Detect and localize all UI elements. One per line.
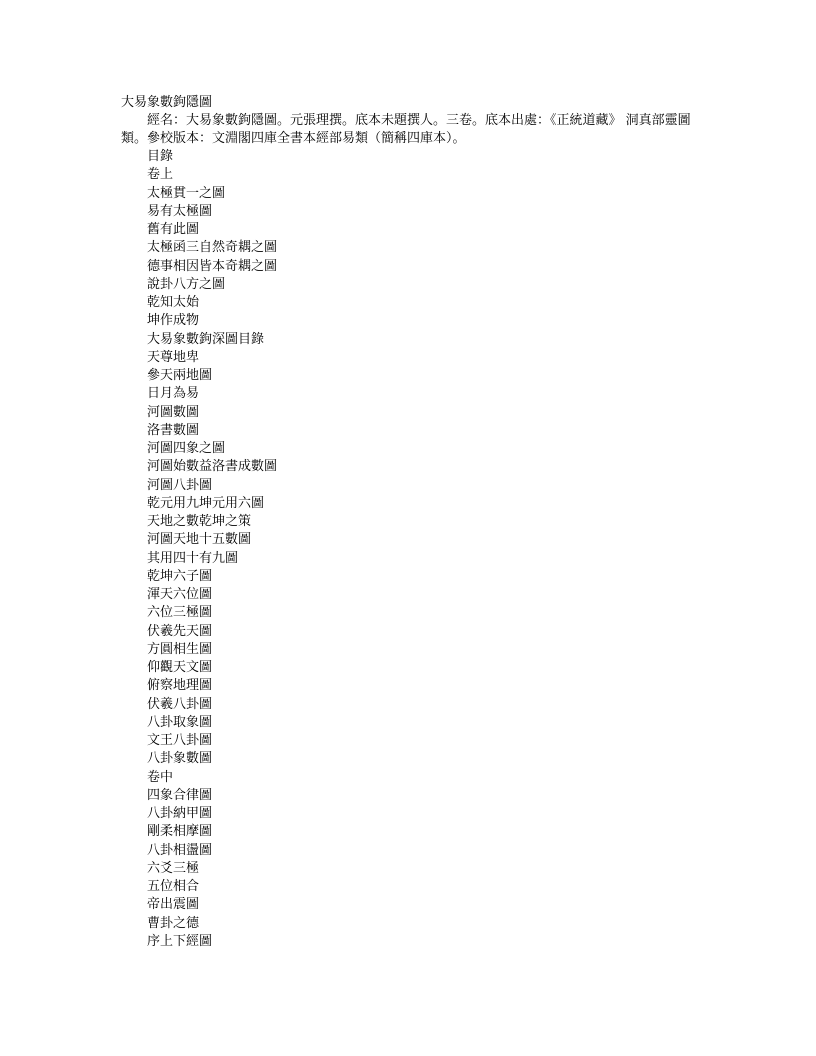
toc-item: 舊有此圖 [147, 222, 200, 237]
toc-item: 八卦納甲圖 [147, 806, 213, 821]
toc-item: 渾天六位圖 [147, 587, 213, 602]
toc-item: 日月為易 [147, 386, 200, 402]
toc-item: 洛書數圖 [147, 422, 200, 438]
document-content [121, 94, 721, 951]
toc-item: 大易象數鉤深圖目錄 [147, 331, 265, 347]
toc-item: 河圖始數益洛書成數圖 [147, 459, 278, 475]
toc-item: 剛柔相摩圖 [147, 824, 213, 840]
toc-item: 帝出震圖 [147, 897, 200, 913]
toc-item: 八卦相盪圖 [147, 842, 213, 858]
toc-item: 伏羲先天圖 [147, 623, 213, 639]
toc-item: 德事相因皆本奇耦之圖 [147, 258, 278, 274]
table-of-contents [121, 148, 721, 951]
toc-item: 太極貫一之圖 [147, 185, 226, 201]
toc-item: 河圖四象之圖 [147, 441, 226, 456]
toc-item: 河圖天地十五數圖 [147, 532, 252, 548]
toc-item: 八卦象數圖 [147, 751, 213, 767]
toc-item: 乾元用九坤元用六圖 [147, 495, 265, 511]
toc-item: 河圖八卦圖 [147, 477, 213, 493]
toc-item: 天尊地卑 [147, 349, 200, 365]
toc-item: 俯察地理圖 [147, 678, 213, 694]
toc-item: 乾坤六子圖 [147, 568, 213, 584]
toc-item: 曹卦之德 [147, 915, 200, 931]
toc-item: 六爻三極 [147, 860, 200, 876]
toc-item: 說卦八方之圖 [147, 276, 226, 292]
toc-item: 八卦取象圖 [147, 714, 213, 730]
toc-item: 河圖數圖 [147, 404, 200, 420]
toc-item: 六位三極圖 [147, 605, 213, 621]
toc-item: 四象合律圖 [147, 787, 213, 803]
toc-item: 卷上 [147, 167, 174, 183]
toc-item: 參天兩地圖 [147, 368, 213, 383]
toc-item: 伏羲八卦圖 [147, 696, 213, 712]
toc-item: 太極函三自然奇耦之圖 [147, 240, 278, 256]
toc-item: 天地之數乾坤之策 [147, 514, 252, 529]
toc-item: 五位相合 [147, 879, 200, 894]
toc-item: 序上下經圖 [147, 933, 213, 949]
document-title: 大易象數鉤隱圖 [121, 95, 213, 110]
toc-item: 方圓相生圖 [147, 641, 213, 657]
toc-item: 坤作成物 [147, 313, 200, 329]
toc-item: 易有太極圖 [147, 203, 213, 219]
toc-item: 文王八卦圖 [147, 733, 213, 748]
toc-item: 卷中 [147, 769, 174, 785]
toc-item: 目錄 [147, 149, 174, 164]
toc-item: 其用四十有九圖 [147, 550, 239, 566]
toc-item: 乾知太始 [147, 295, 200, 310]
toc-item: 仰觀天文圖 [147, 660, 213, 675]
document-intro: 經名：大易象數鉤隱圖。元張理撰。底本未題撰人。三卷。底本出處：《正統道藏》 洞真部靈圖類。參校版本：文淵閣四庫全書本經部易類（簡稱四庫本）。 [121, 113, 691, 146]
